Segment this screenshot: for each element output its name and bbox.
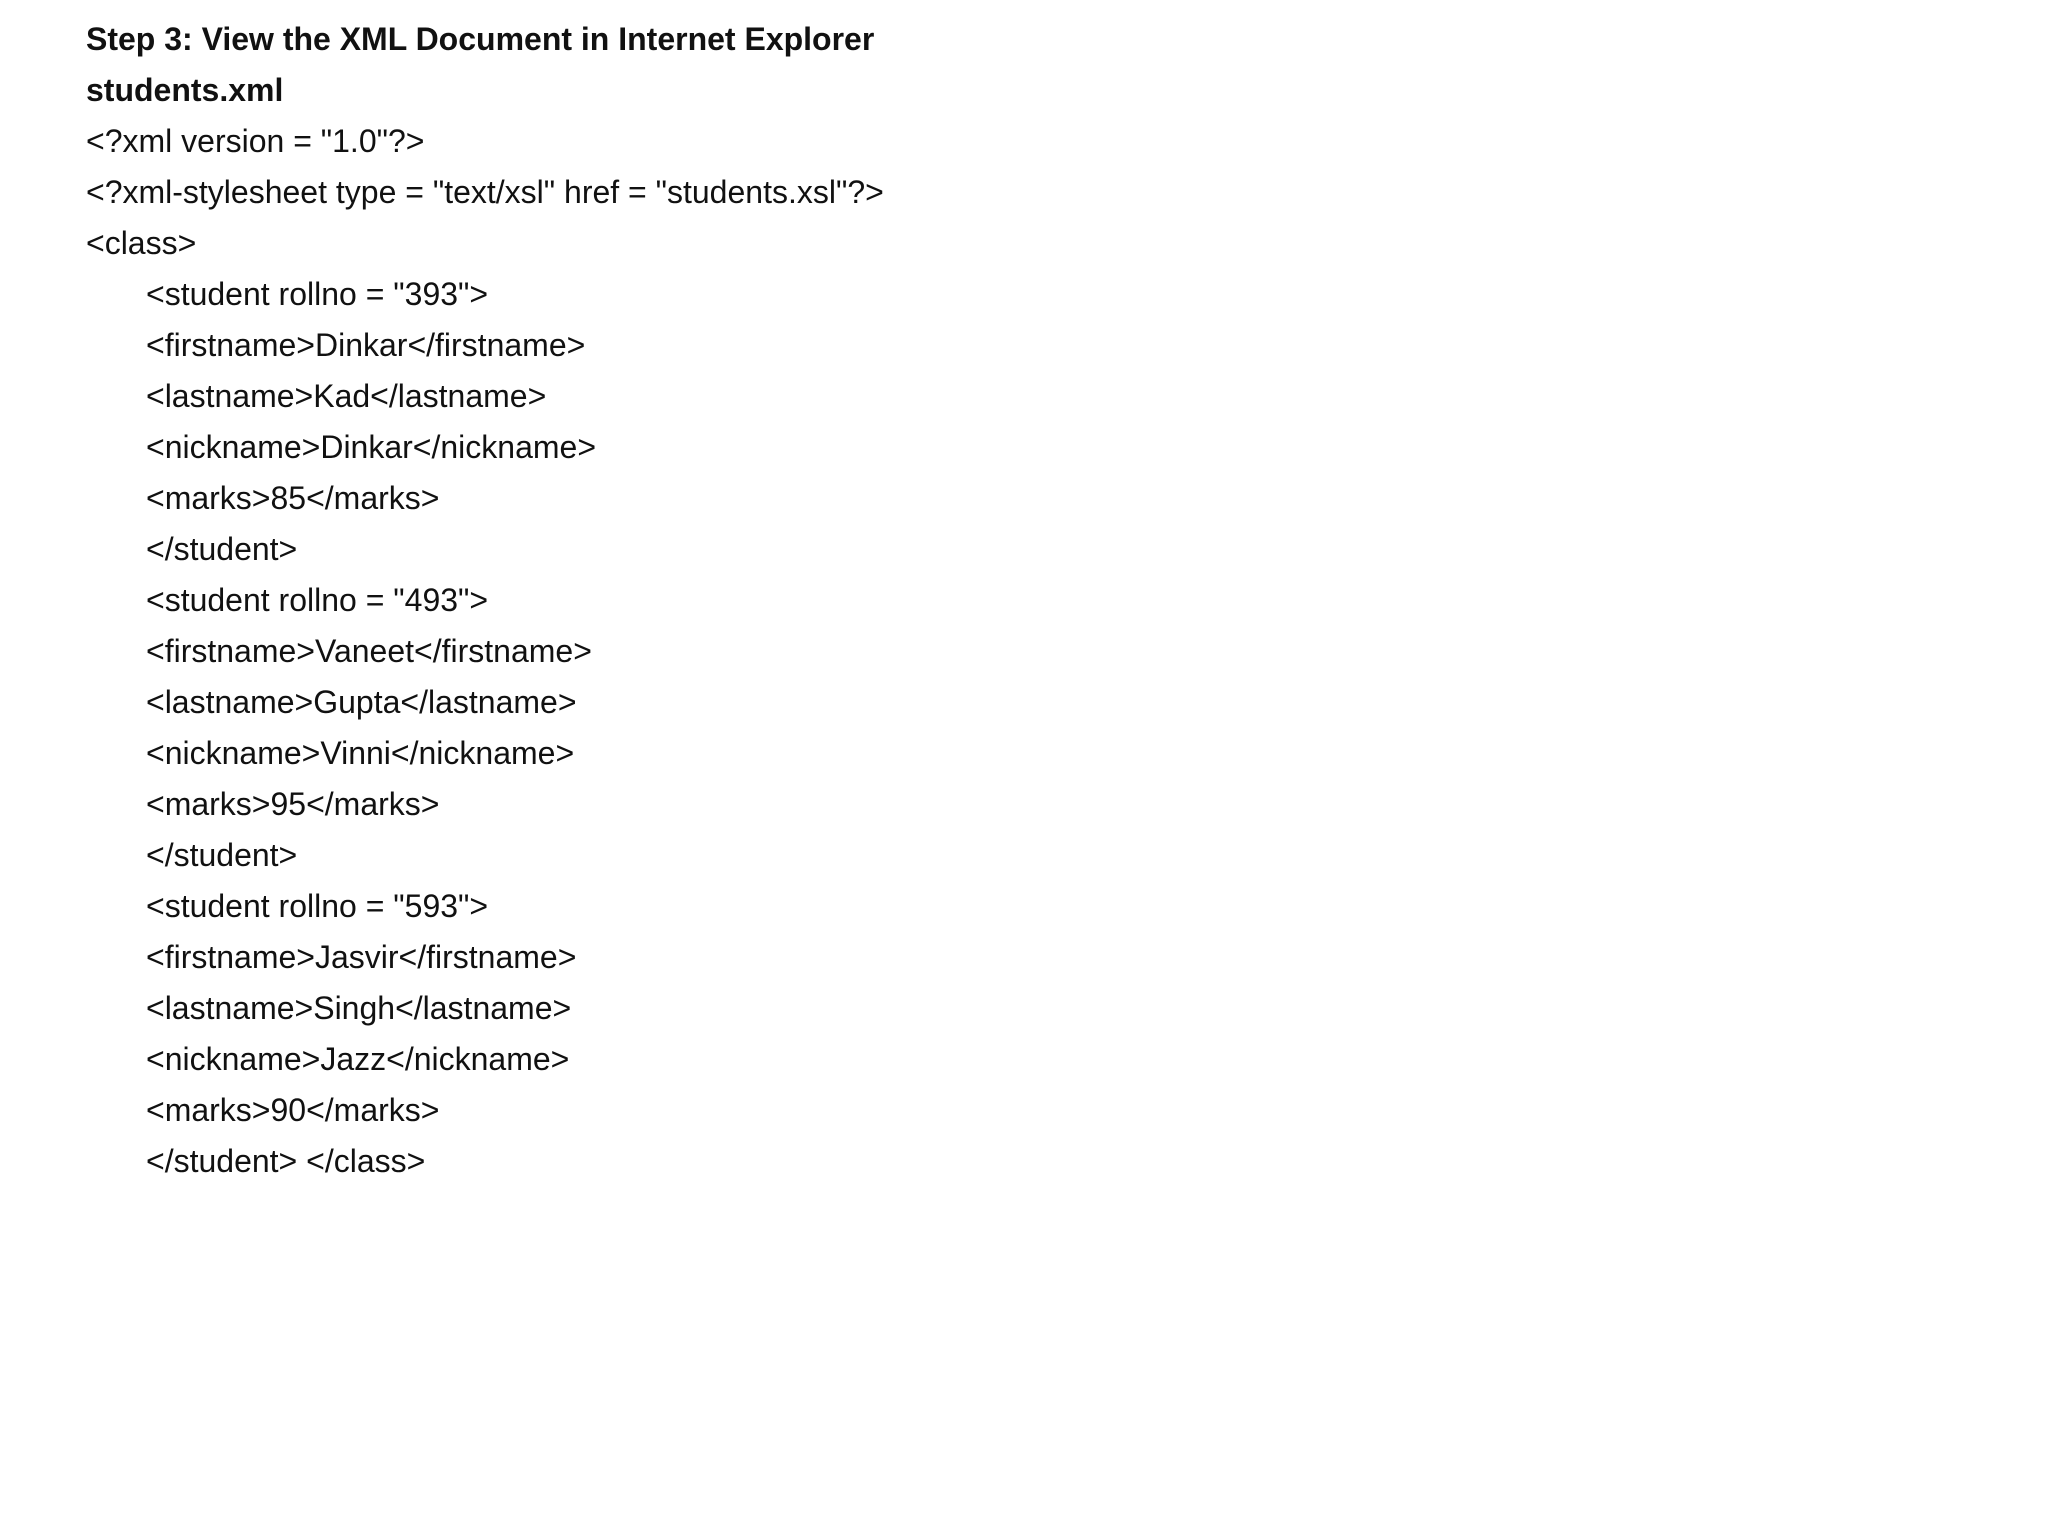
code-line: <lastname>Singh</lastname> — [146, 990, 572, 1026]
code-line: <student rollno = "493"> — [146, 582, 489, 618]
code-line: </student> — [146, 531, 298, 567]
code-line: <firstname>Dinkar</firstname> — [146, 327, 586, 363]
code-line: </student> — [146, 837, 298, 873]
code-line: <marks>95</marks> — [146, 786, 440, 822]
class-open-tag: <class> — [86, 225, 197, 261]
code-line: <student rollno = "393"> — [146, 276, 489, 312]
code-line: <nickname>Vinni</nickname> — [146, 735, 575, 771]
xml-stylesheet-line: <?xml-stylesheet type = "text/xsl" href = "students.xsl"?> — [86, 174, 884, 210]
code-line: <firstname>Jasvir</firstname> — [146, 939, 577, 975]
code-line: <marks>85</marks> — [146, 480, 440, 516]
code-line: <nickname>Dinkar</nickname> — [146, 429, 597, 465]
code-line: <nickname>Jazz</nickname> — [146, 1041, 570, 1077]
code-line: <lastname>Kad</lastname> — [146, 378, 547, 414]
step-heading: Step 3: View the XML Document in Internet Explorer — [86, 21, 875, 57]
code-line: <student rollno = "593"> — [146, 888, 489, 924]
document-page — [86, 14, 1986, 1187]
code-line: <firstname>Vaneet</firstname> — [146, 633, 592, 669]
code-line: <marks>90</marks> — [146, 1092, 440, 1128]
code-line: <lastname>Gupta</lastname> — [146, 684, 577, 720]
file-name: students.xml — [86, 72, 284, 108]
code-line: </student> </class> — [146, 1143, 426, 1179]
xml-declaration: <?xml version = "1.0"?> — [86, 123, 425, 159]
